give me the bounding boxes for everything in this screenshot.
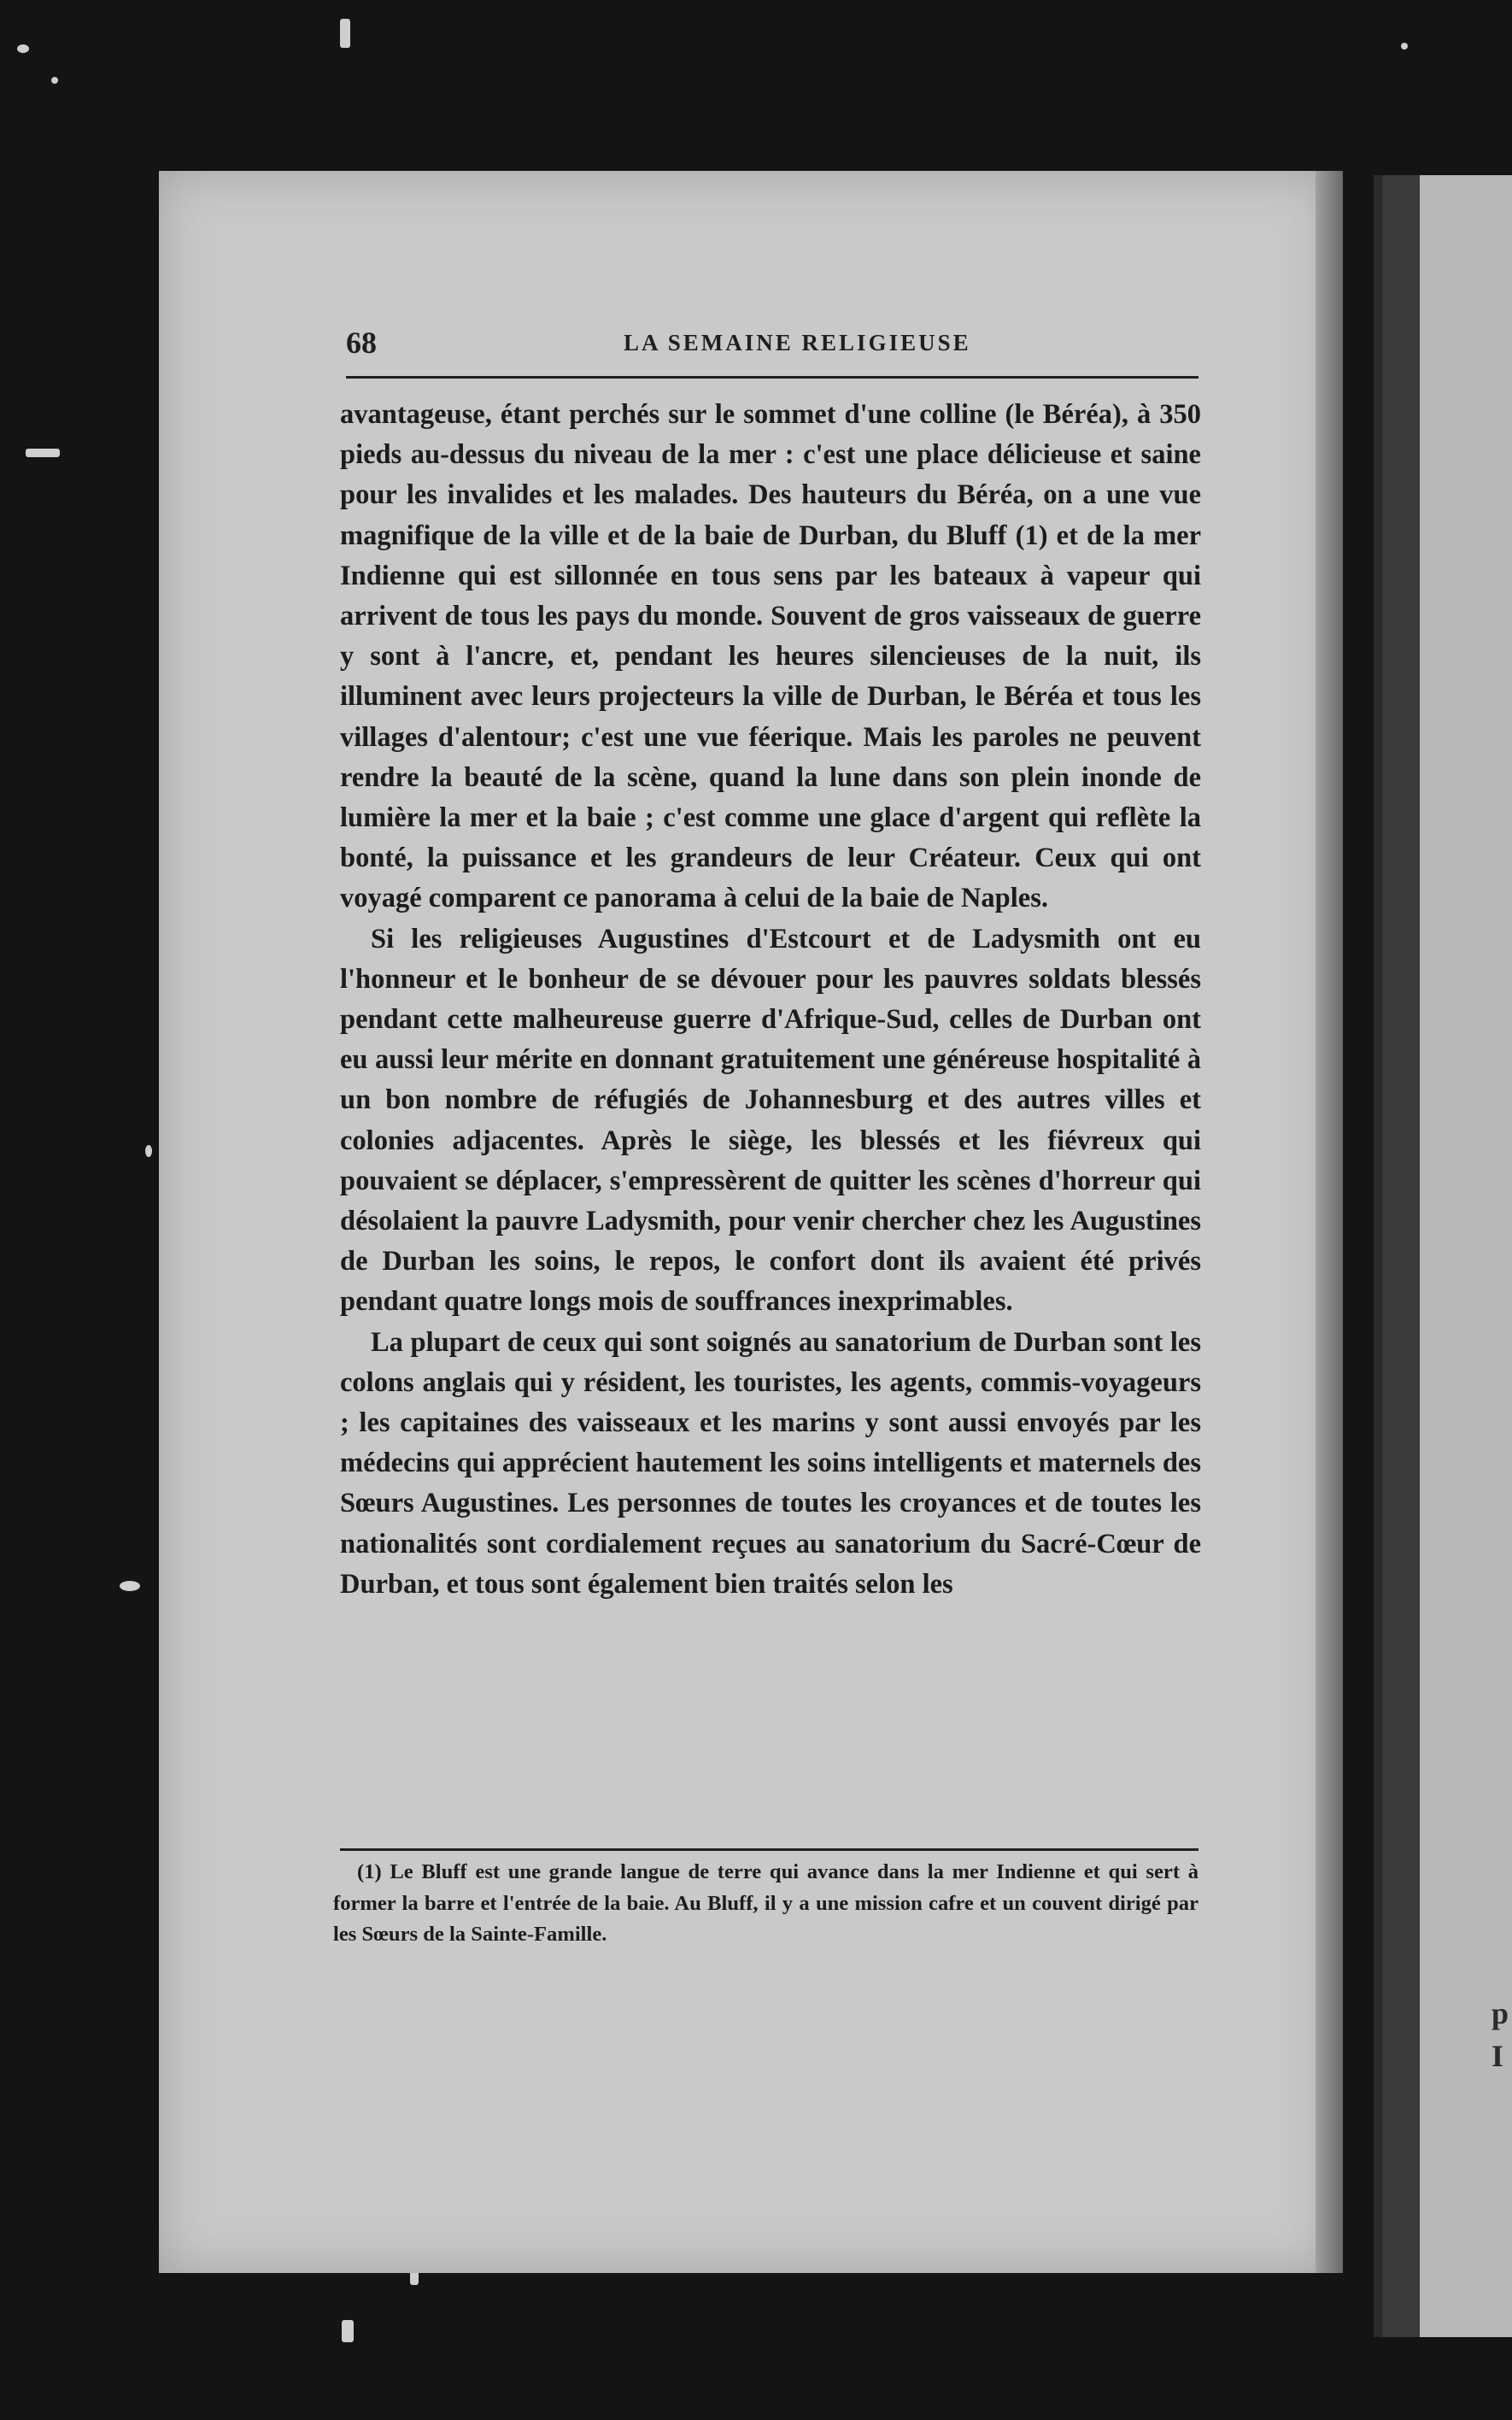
paragraph: La plupart de ceux qui sont soignés au sanatorium de Durban sont les colons anglais qui y résident, les touristes, les agents, commis-voyageurs ; les capitaines des vaisseaux et les marins y sont aussi envoyés par les médecins qui apprécient hautement les soins intelligents et maternels des Sœurs Augustines. Les personnes de toutes les croyances et de toutes les nationalités sont cordialement reçues au sanatorium du Sacré-Cœur de Durban, et tous sont également bien traités selon les	[340, 1326, 1201, 1600]
adjacent-page-gutter	[1382, 175, 1420, 2337]
footnote-text: (1) Le Bluff est une grande langue de terre qui avance dans la mer Indienne et qui sert à former la barre et l'entrée de la baie. Au Bluff, il y a une mission cafre et un couvent dirigé par les Sœurs de la Sainte-Famille.	[333, 1860, 1198, 1946]
page-number: 68	[346, 326, 377, 360]
film-speck	[145, 1145, 152, 1157]
page-header	[346, 325, 1198, 379]
running-head: LA SEMAINE RELIGIEUSE	[624, 330, 971, 355]
film-speck	[340, 19, 350, 48]
paragraph: Si les religieuses Augustines d'Estcourt et de Ladysmith ont eu l'honneur et le bonheur de se dévouer pour les pauvres soldats blessés pendant cette malheureuse guerre d'Afrique-Sud, celles de Durban ont eu aussi leur mérite en donnant gratuitement une généreuse hospitalité à un bon nombre de réfugiés de Johannesburg et des autres villes et colonies adjacentes. Après le siège, les blessés et les fiévreux qui pouvaient se déplacer, s'empressèrent de quitter les scènes d'horreur qui désolaient la pauvre Ladysmith, pour venir chercher chez les Augustines de Durban les soins, le repos, le confort dont ils avaient été privés pendant quatre longs mois de souffrances inexprimables.	[340, 923, 1201, 1318]
footnote	[333, 1857, 1198, 1951]
film-speck	[51, 77, 58, 84]
film-speck	[26, 449, 60, 457]
film-speck	[120, 1581, 140, 1591]
adjacent-page	[1374, 175, 1512, 2337]
page-spine-shadow	[1316, 171, 1343, 2273]
footnote-rule	[340, 1848, 1198, 1851]
film-speck	[342, 2320, 354, 2342]
film-speck	[1401, 43, 1408, 50]
page-body	[340, 395, 1201, 1605]
film-speck	[17, 44, 29, 53]
adjacent-page-glyph: I	[1491, 2039, 1504, 2073]
paragraph: avantageuse, étant perchés sur le sommet d'une colline (le Béréa), à 350 pieds au-dessus du niveau de la mer : c'est une place délicieuse et saine pour les invalides et les malades. Des hauteurs du Béréa, on a une vue magnifique de la ville et de la baie de Durban, du Bluff (1) et de la mer Indienne qui est sillonnée en tous sens par les bateaux à vapeur qui arrivent de tous les pays du monde. Souvent de gros vaisseaux de guerre y sont à l'ancre, et, pendant les heures silencieuses de la nuit, ils illuminent avec leurs projecteurs la ville de Durban, le Béréa et tous les villages d'alentour; c'est une vue féerique. Mais les paroles ne peuvent rendre la beauté de la scène, quand la lune dans son plein inonde de lumière la mer et la baie ; c'est comme une glace d'argent qui reflète la bonté, la puissance et les grandeurs de leur Créateur. Ceux qui ont voyagé comparent ce panorama à celui de la baie de Naples.	[340, 399, 1201, 914]
adjacent-page-glyph: p	[1491, 1996, 1509, 2030]
